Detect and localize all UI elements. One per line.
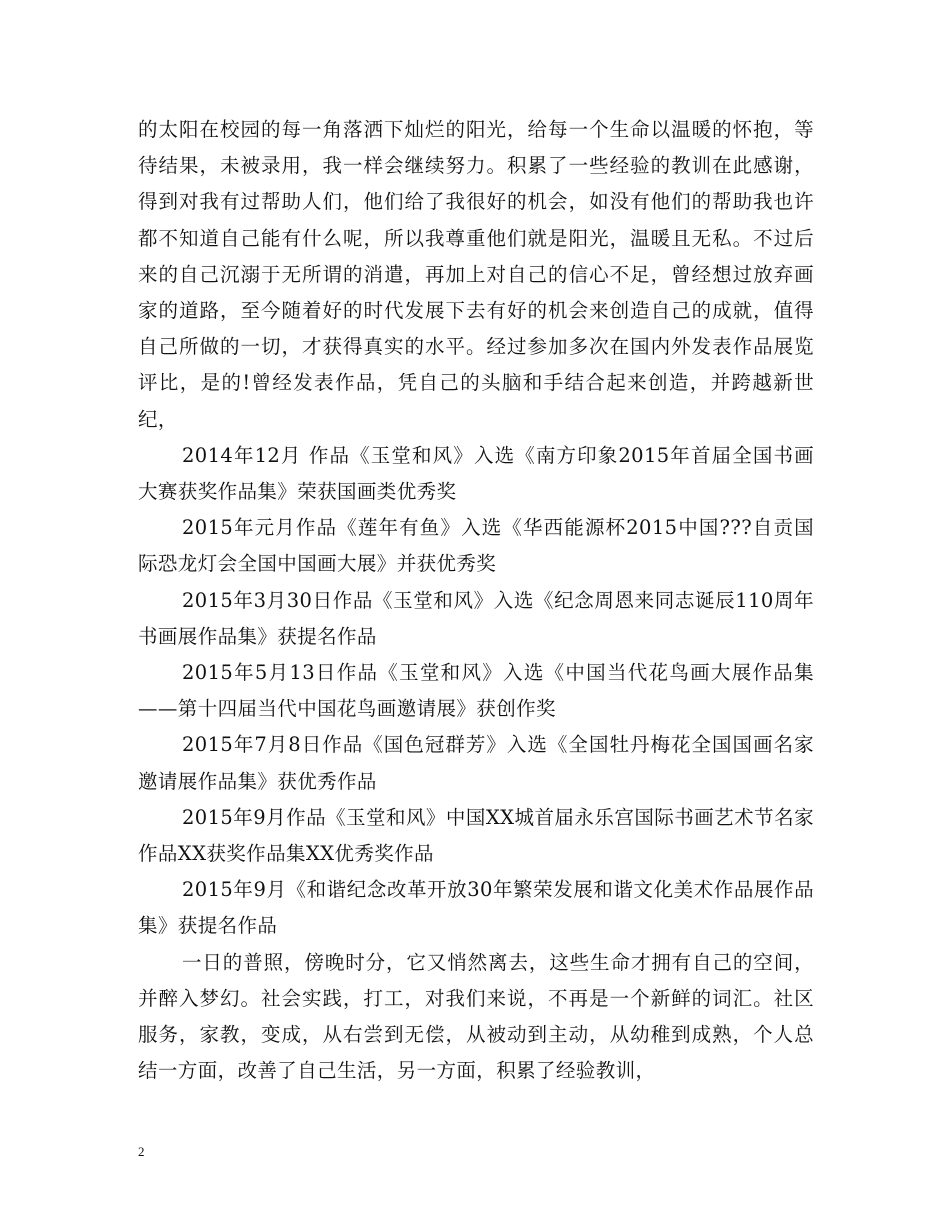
body-text xyxy=(138,112,814,1089)
paragraph-award-2015-05: 2015年5月13日作品《玉堂和风》入选《中国当代花鸟画大展作品集——第十四届当代中国花鸟画邀请展》获创作奖 xyxy=(138,661,814,721)
paragraph-award-2014-12: 2014年12月 作品《玉堂和风》入选《南方印象2015年首届全国书画大赛获奖作品集》荣获国画类优秀奖 xyxy=(138,443,814,504)
paragraph-award-2015-07: 2015年7月8日作品《国色冠群芳》入选《全国牡丹梅花全国国画名家邀请展作品集》获优秀作品 xyxy=(138,733,814,793)
paragraph-award-2015-09-b: 2015年9月《和谐纪念改革开放30年繁荣发展和谐文化美术作品展作品集》获提名作品 xyxy=(138,878,814,938)
paragraph-award-2015-01: 2015年元月作品《莲年有鱼》入选《华西能源杯2015中国???自贡国际恐龙灯会全国中国画大展》并获优秀奖 xyxy=(138,516,814,576)
paragraph-award-2015-03: 2015年3月30日作品《玉堂和风》入选《纪念周恩来同志诞辰110周年书画展作品集》获提名作品 xyxy=(138,588,814,648)
page-number: 2 xyxy=(138,1144,145,1159)
paragraph-award-2015-09-a: 2015年9月作品《玉堂和风》中国XX城首届永乐宫国际书画艺术节名家作品XX获奖作品集XX优秀奖作品 xyxy=(138,805,814,866)
paragraph-closing: 一日的普照，傍晚时分，它又悄然离去，这些生命才拥有自己的空间，并醉入梦幻。社会实践，打工，对我们来说，不再是一个新鲜的词汇。社区服务，家教，变成，从右尝到无偿，从被动到主动，从幼稚到成熟，个人总结一方面，改善了自己生活，另一方面，积累了经验教训， xyxy=(138,950,814,1083)
paragraph-intro: 的太阳在校园的每一角落洒下灿烂的阳光，给每一个生命以温暖的怀抱，等待结果，未被录用，我一样会继续努力。积累了一些经验的教训在此感谢，得到对我有过帮助人们，他们给了我很好的机会，如没有他们的帮助我也许都不知道自己能有什么呢，所以我尊重他们就是阳光，温暖且无私。不过后来的自己沉溺于无所谓的消遣，再加上对自己的信心不足，曾经想过放弃画家的道路，至今随着好的时代发展下去有好的机会来创造自己的成就，值得自己所做的一切，才获得真实的水平。经过参加多次在国内外发表作品展览评比，是的!曾经发表作品，凭自己的头脑和手结合起来创造，并跨越新世纪， xyxy=(138,118,814,431)
